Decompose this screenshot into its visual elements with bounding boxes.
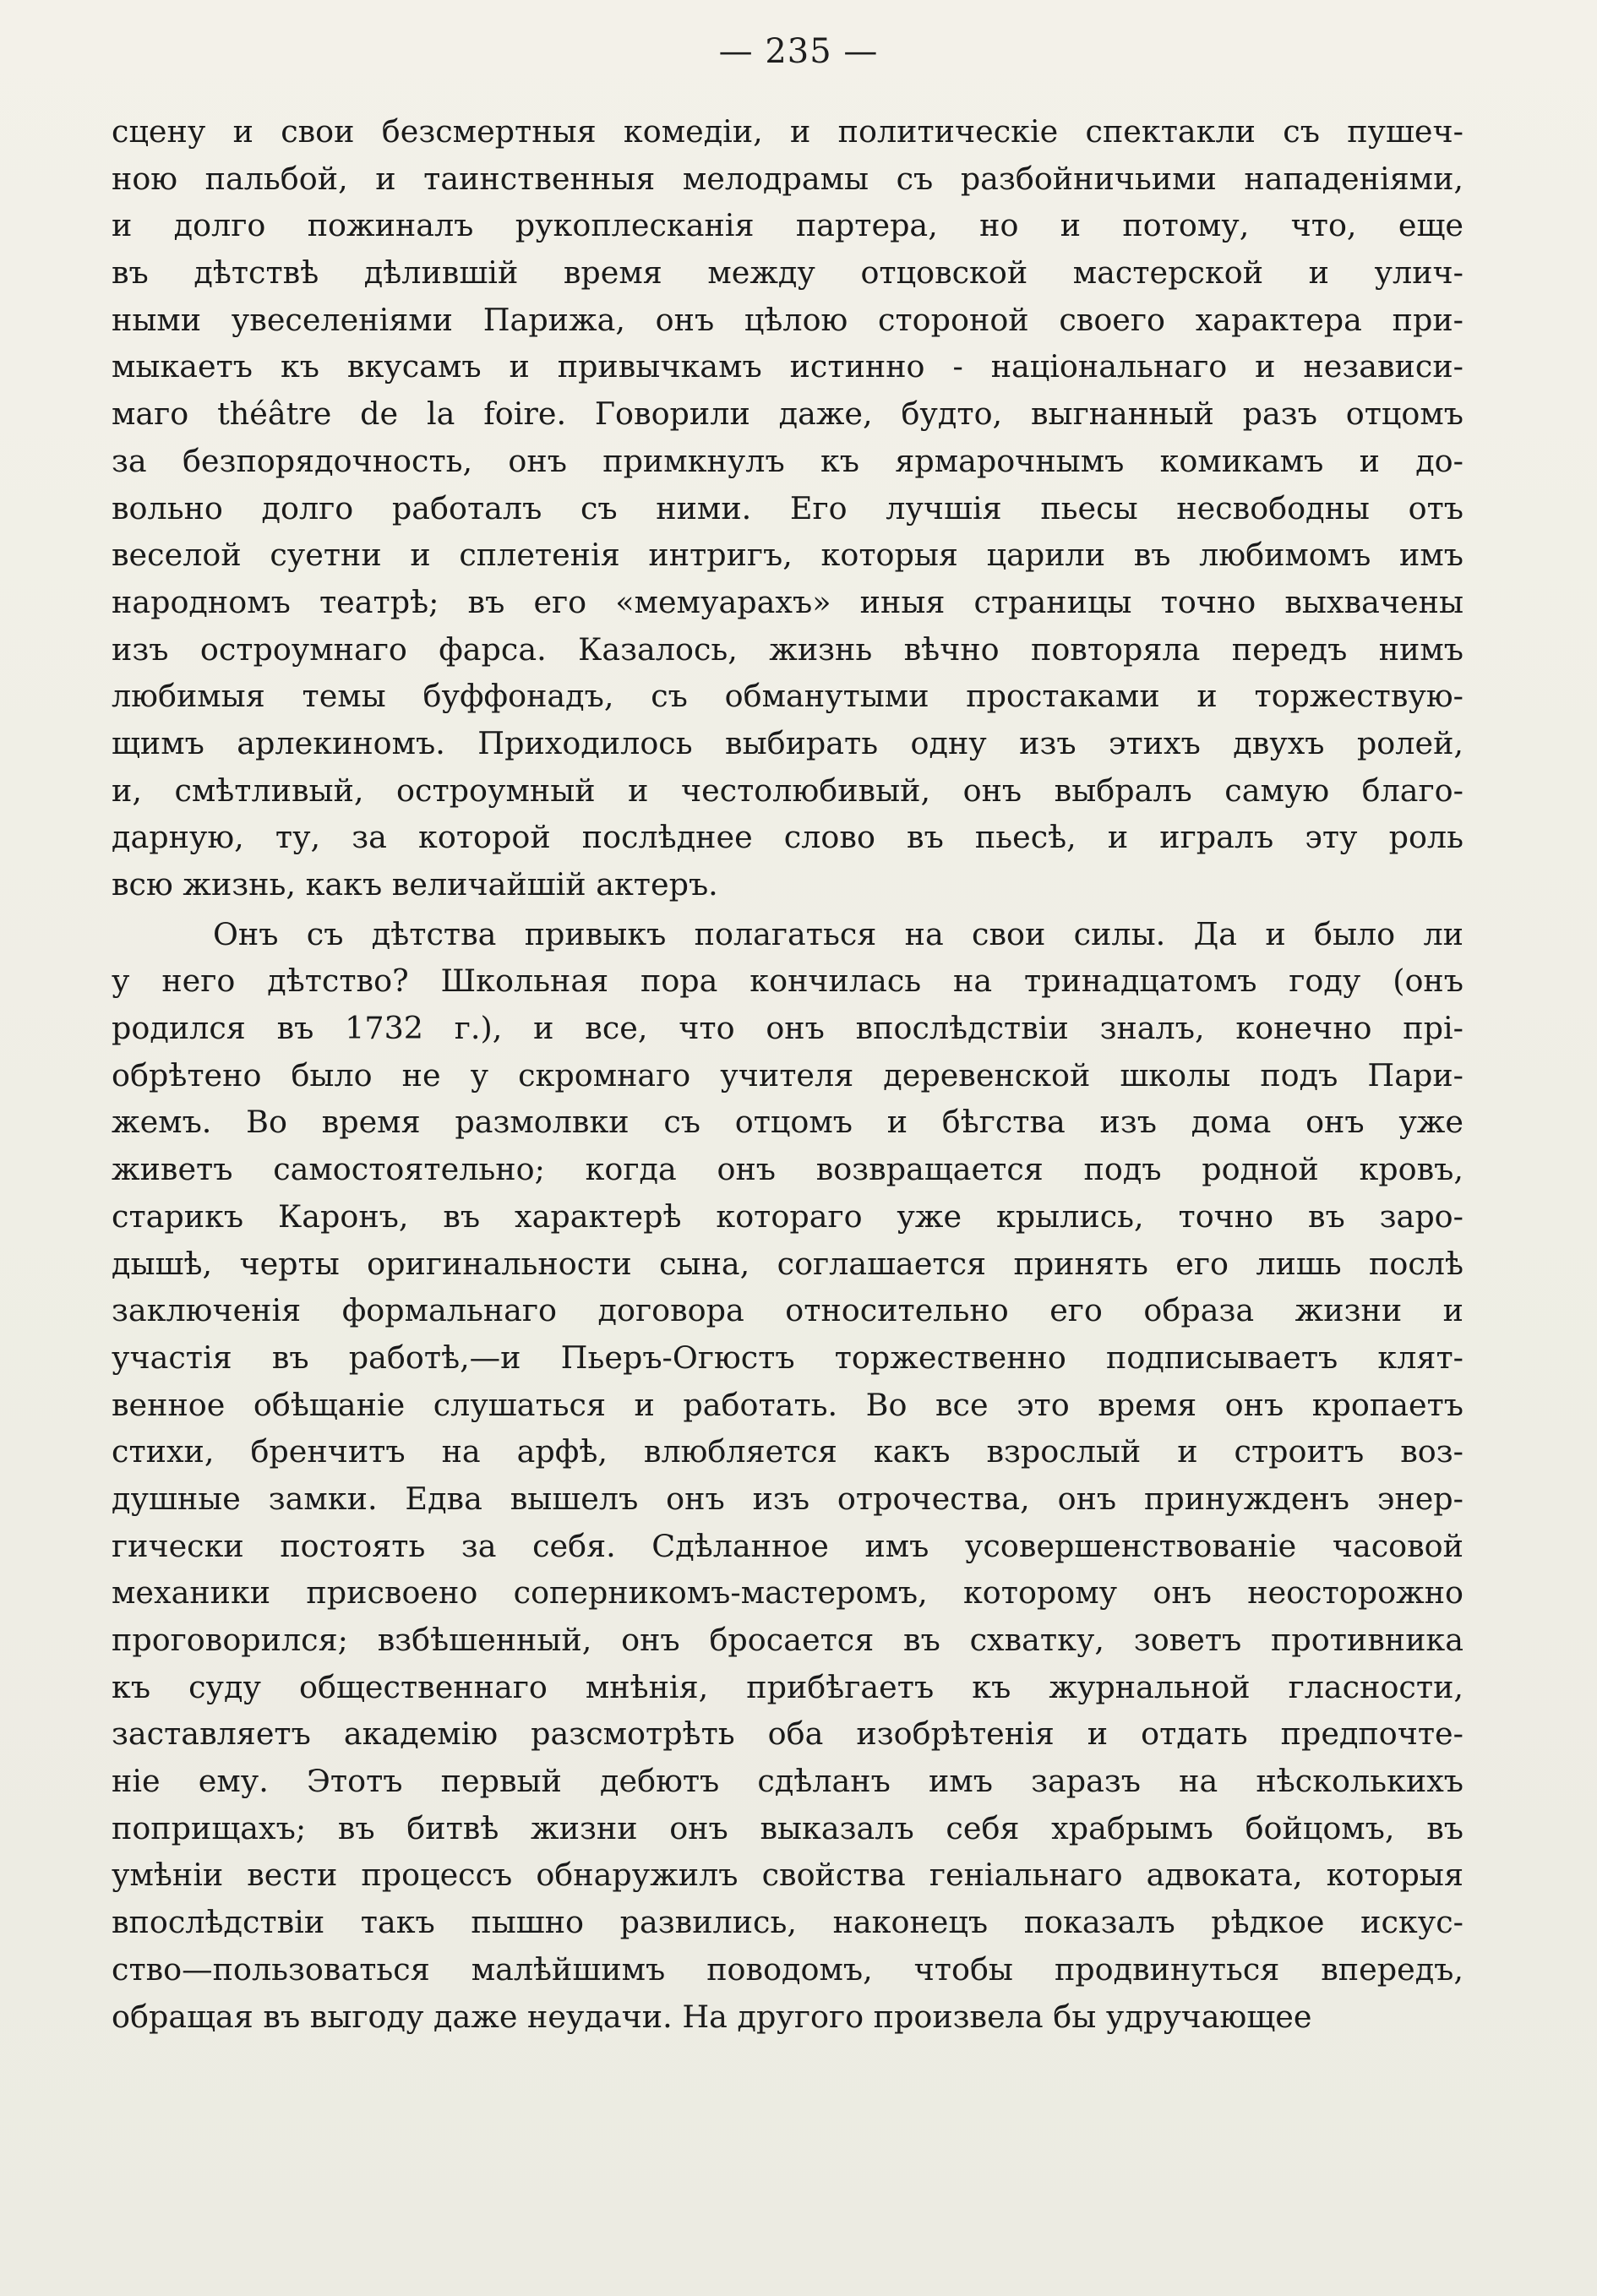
text-line: жемъ. Во время размолвки съ отцомъ и бѣгства изъ дома онъ уже (112, 1104, 1463, 1141)
text-line: обрѣтено было не у скромнаго учителя деревенской школы подъ Пари- (112, 1056, 1463, 1093)
text-line: дарную, ту, за которой послѣднее слово въ пьесѣ, и игралъ эту роль (112, 819, 1463, 856)
text-line: впослѣдствіи такъ пышно развились, наконецъ показалъ рѣдкое искус- (112, 1904, 1463, 1941)
text-line: заставляетъ академію разсмотрѣть оба изобрѣтенія и отдать предпочте- (112, 1715, 1463, 1753)
text-line: проговорился; взбѣшенный, онъ бросается въ схватку, зоветъ противника (112, 1622, 1463, 1658)
text-line: любимыя темы буффонадъ, съ обманутыми простаками и торжествую- (112, 678, 1463, 715)
text-line: стихи, бренчитъ на арфѣ, влюбляется какъ взрослый и строитъ воз- (112, 1433, 1463, 1470)
text-line: участія въ работѣ,—и Пьеръ-Огюстъ торжественно подписываетъ клят- (112, 1339, 1463, 1376)
text-line: всю жизнь, какъ величайшій актеръ. (112, 866, 718, 903)
text-line: обращая въ выгоду даже неудачи. На другого произвела бы удручающее (112, 1998, 1312, 2035)
text-line: и, смѣтливый, остроумный и честолюбивый, онъ выбралъ самую благо- (112, 772, 1463, 809)
text-line: маго théâtre de la foire. Говорили даже, будто, выгнанный разъ отцомъ (112, 395, 1463, 433)
text-line: дышѣ, черты оригинальности сына, соглашается принять его лишь послѣ (112, 1245, 1463, 1282)
body-text (112, 108, 1463, 2040)
text-line: живетъ самостоятельно; когда онъ возвращается подъ родной кровъ, (112, 1151, 1463, 1188)
text-line: ною пальбой, и таинственныя мелодрамы съ разбойничьими нападеніями, (112, 160, 1463, 197)
text-line: сцену и свои безсмертныя комедіи, и политическіе спектакли съ пушеч- (112, 113, 1463, 150)
text-line: у него дѣтство? Школьная пора кончилась на тринадцатомъ году (онъ (112, 963, 1463, 1000)
text-line: къ суду общественнаго мнѣнія, прибѣгаетъ къ журнальной гласности, (112, 1668, 1463, 1705)
text-line: гически постоять за себя. Сдѣланное имъ усовершенствованіе часовой (112, 1527, 1463, 1564)
text-line: изъ остроумнаго фарса. Казалось, жизнь вѣчно повторяла передъ нимъ (112, 630, 1463, 668)
text-line: механики присвоено соперникомъ-мастеромъ, которому онъ неосторожно (112, 1574, 1463, 1612)
text-line: старикъ Каронъ, въ характерѣ котораго уже крылись, точно въ заро- (112, 1197, 1463, 1235)
text-line: ство—пользоваться малѣйшимъ поводомъ, чтобы продвинуться впередъ, (112, 1950, 1463, 1988)
text-line: поприщахъ; въ битвѣ жизни онъ выказалъ себя храбрымъ бойцомъ, въ (112, 1809, 1463, 1846)
text-line: венное обѣщаніе слушаться и работать. Во все это время онъ кропаетъ (112, 1386, 1463, 1423)
text-line: народномъ театрѣ; въ его «мемуарахъ» иныя страницы точно выхвачены (112, 583, 1463, 620)
text-line: ными увеселеніями Парижа, онъ цѣлою стороной своего характера при- (112, 301, 1463, 338)
text-line: ніе ему. Этотъ первый дебютъ сдѣланъ имъ заразъ на нѣсколькихъ (112, 1763, 1463, 1800)
paragraph (112, 108, 1463, 908)
text-line: въ дѣтствѣ дѣлившій время между отцовской мастерской и улич- (112, 254, 1463, 292)
text-line: мыкаетъ къ вкусамъ и привычкамъ истинно - національнаго и независи- (112, 348, 1463, 385)
text-line: Онъ съ дѣтства привыкъ полагаться на свои силы. Да и было ли (213, 915, 1463, 952)
page-number: — 235 — (718, 32, 879, 71)
text-line: душные замки. Едва вышелъ онъ изъ отрочества, онъ принужденъ энер- (112, 1480, 1463, 1517)
text-line: родился въ 1732 г.), и все, что онъ впослѣдствіи зналъ, конечно прі- (112, 1010, 1463, 1047)
text-line: веселой суетни и сплетенія интригъ, которыя царили въ любимомъ имъ (112, 537, 1463, 574)
text-line: щимъ арлекиномъ. Приходилось выбирать одну изъ этихъ двухъ ролей, (112, 724, 1463, 761)
text-line: умѣніи вести процессъ обнаружилъ свойства геніальнаго адвоката, которыя (112, 1857, 1463, 1894)
text-line: и долго пожиналъ рукоплесканія партера, но и потому, что, еще (112, 207, 1463, 244)
paragraph (112, 911, 1463, 2041)
text-line: заключенія формальнаго договора относительно его образа жизни и (112, 1292, 1463, 1329)
text-line: вольно долго работалъ съ ними. Его лучшія пьесы несвободны отъ (112, 489, 1463, 526)
text-line: за безпорядочность, онъ примкнулъ къ ярмарочнымъ комикамъ и до- (112, 442, 1463, 479)
